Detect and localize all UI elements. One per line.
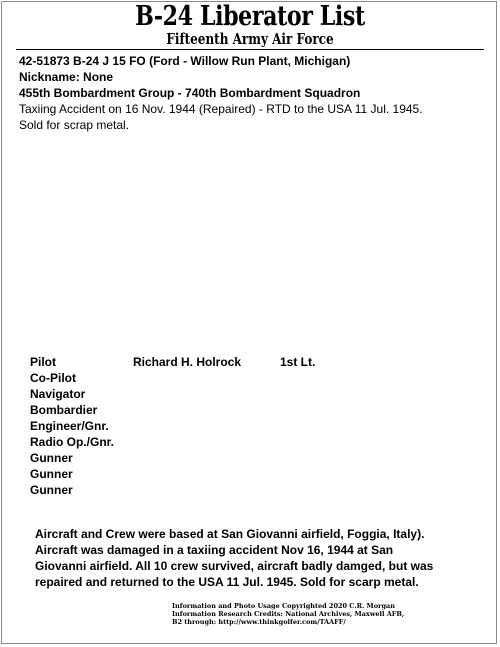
crew-name: Richard H. Holrock — [133, 355, 242, 369]
footer-line: B2 through: http://www.thinkgolfer.com/TAAFF/ — [172, 618, 346, 626]
page-subtitle: Fifteenth Army Air Force — [166, 30, 334, 48]
notes-line: Aircraft was damaged in a taxiing accident Nov 16, 1944 at San — [35, 543, 394, 557]
crew-role: Radio Op./Gnr. — [30, 435, 115, 449]
aircraft-info — [19, 53, 489, 133]
copyright-footer — [172, 602, 412, 626]
crew-role: Bombardier — [30, 403, 98, 417]
history-line: Sold for scrap metal. — [19, 118, 130, 132]
nickname-line: Nickname: None — [19, 70, 114, 84]
header-divider — [16, 49, 484, 50]
notes-line: Aircraft and Crew were based at San Giovanni airfield, Foggia, Italy). — [35, 527, 425, 541]
crew-role: Navigator — [30, 387, 86, 401]
crew-role: Engineer/Gnr. — [30, 419, 109, 433]
crew-role: Gunner — [30, 467, 73, 481]
footer-line: Information Research Credits: National Archives, Maxwell AFB, — [172, 610, 405, 618]
crew-role: Pilot — [30, 355, 56, 369]
crew-role: Gunner — [30, 483, 73, 497]
serial-line: 42-51873 B-24 J 15 FO (Ford - Willow Run Plant, Michigan) — [19, 54, 351, 68]
page-title: B-24 Liberator List — [135, 1, 365, 32]
history-line: Taxiing Accident on 16 Nov. 1944 (Repaired) - RTD to the USA 11 Jul. 1945. — [19, 102, 423, 116]
crew-role: Co-Pilot — [30, 371, 76, 385]
footer-line: Information and Photo Usage Copyrighted 2020 C.R. Morgan — [172, 602, 395, 610]
notes-line: Giovanni airfield. All 10 crew survived, aircraft badly damged, but was — [35, 559, 434, 573]
crew-role: Gunner — [30, 451, 73, 465]
notes-paragraph — [35, 526, 485, 590]
notes-line: repaired and returned to the USA 11 Jul. 1945. Sold for scarp metal. — [35, 575, 419, 589]
crew-rank: 1st Lt. — [280, 355, 316, 369]
unit-line: 455th Bombardment Group - 740th Bombardment Squadron — [19, 86, 361, 100]
